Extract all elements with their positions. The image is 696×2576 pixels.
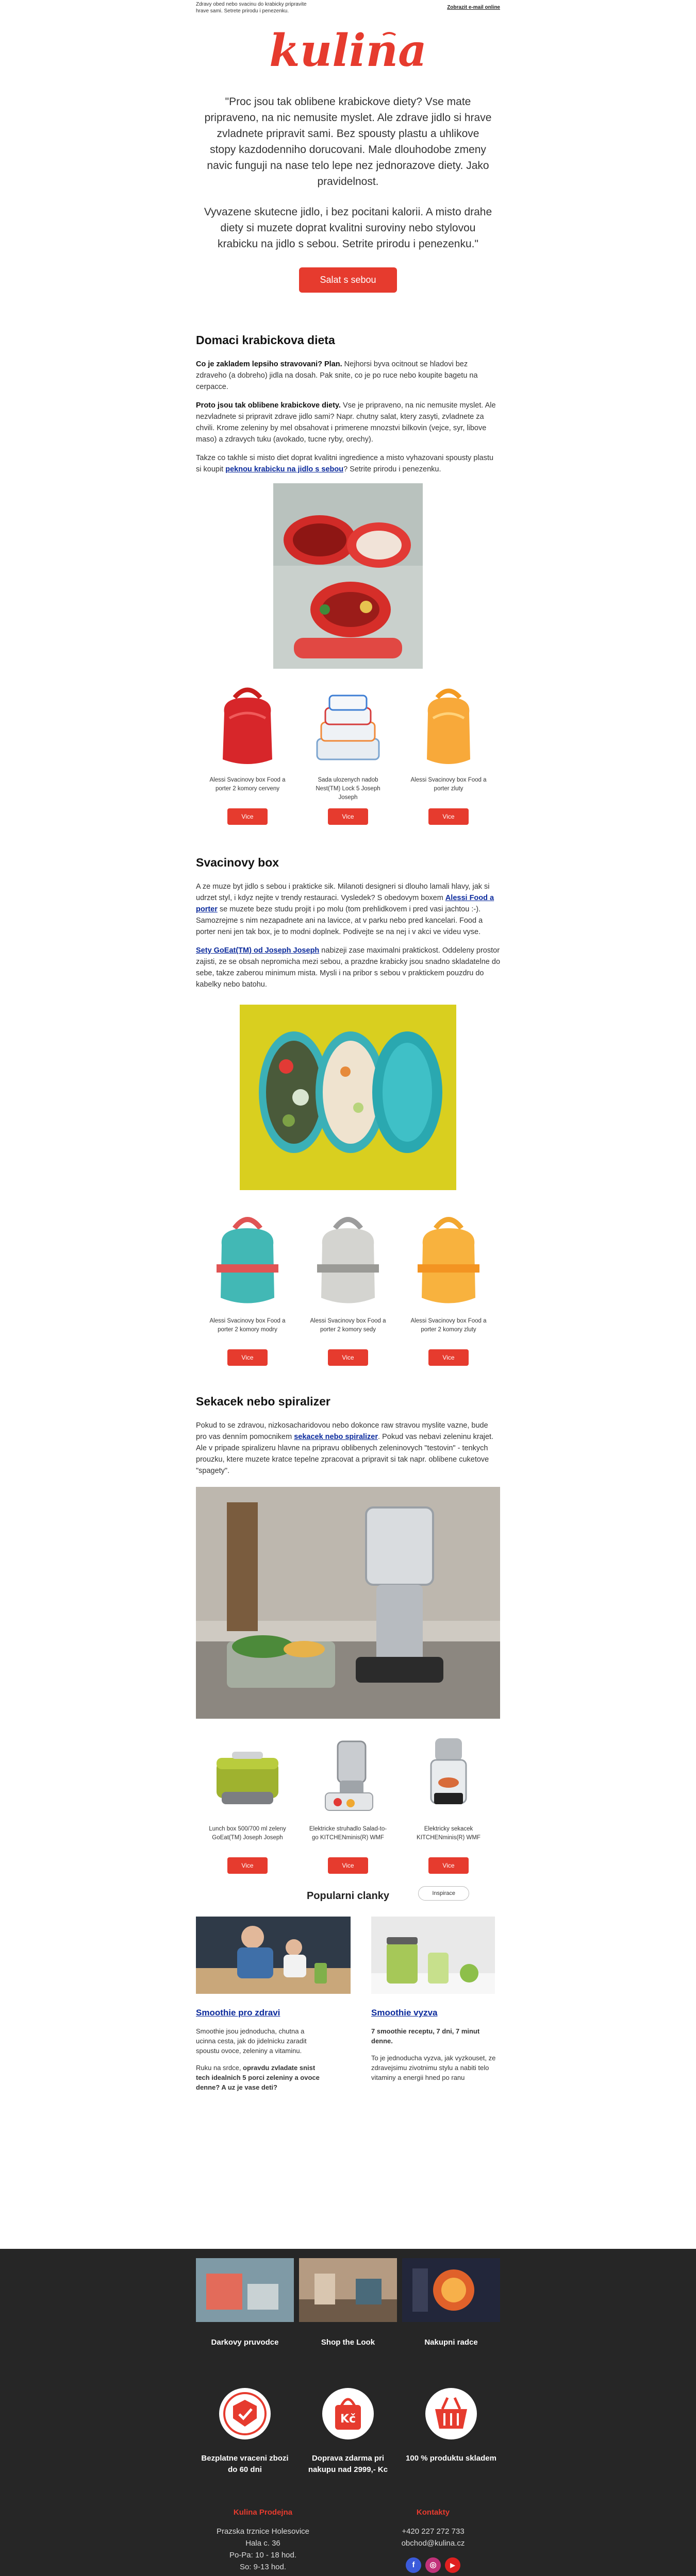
grater-kitchen-photo[interactable] [196, 1487, 500, 1719]
shopping-bag-icon [320, 2385, 376, 2442]
shop-hours: Po-Pa: 10 - 18 hod. [229, 2551, 297, 2560]
product-name: Lunch box 500/700 ml zeleny GoEat(TM) Joseph Joseph [209, 1826, 286, 1841]
product-card[interactable] [206, 682, 289, 825]
product-image[interactable] [407, 682, 490, 770]
yellow-box-icon [407, 682, 490, 770]
product-name: Alessi Svacinovy box Food a porter 2 komory modry [209, 1318, 286, 1333]
diet-p3-a: Takze co takhle si misto diet doprat kvalitni ingredience a misto vyhazovani spousty plastu si koupit [196, 454, 494, 473]
product-more-button[interactable]: Vice [428, 1349, 469, 1366]
electric-chopper-icon [407, 1731, 490, 1819]
product-card[interactable] [407, 1731, 490, 1874]
article-p2-a: Ruku na srdce, [196, 2064, 243, 2072]
footer-card-buying-guide[interactable] [402, 2249, 500, 2347]
benefit-label: Doprava zdarma pri nakupu nad 2999,- Kc [308, 2454, 388, 2474]
benefit-in-stock [402, 2347, 500, 2476]
phone-link[interactable]: +420 227 272 733 [402, 2527, 465, 2536]
product-name: Alessi Svacinovy box Food a porter zluty [410, 777, 487, 792]
gift-guide-label[interactable]: Darkovy pruvodce [211, 2338, 279, 2347]
intro-quote [196, 79, 500, 252]
return-badge-icon [217, 2385, 273, 2442]
inspiration-button[interactable]: Inspirace [418, 1886, 469, 1901]
facebook-icon[interactable]: f [406, 2557, 421, 2573]
shop-the-look-label[interactable]: Shop the Look [321, 2338, 375, 2347]
spiral-p1-b: . Pokud vas nebavi zeleninu krajet. Ale v pripade spiralizeru hlavne na pripravu oblibenych zeleninovych "testovin" - tenkych prouzku, ktere muzete kratce tepelne zpracovat a pripravit si tak napr. oblibene cuketove "spagety". [196, 1433, 494, 1475]
product-more-button[interactable]: Vice [227, 1857, 268, 1874]
blue-box-icon [206, 1208, 289, 1311]
shop-hours: So: 9-13 hod. [239, 2563, 287, 2571]
footer-cards [196, 2249, 500, 2347]
footer-contact [196, 2476, 500, 2573]
article-paragraph: To je jednoducha vyzva, jak vyzkouset, ze zdravejsimu zivotnimu stylu a nabiti telo vitaminy a energii hned po ranu [371, 2054, 496, 2081]
products-row-3 [196, 1731, 500, 1874]
product-name: Alessi Svacinovy box Food a porter 2 komory zluty [410, 1318, 487, 1333]
shop-info [196, 2506, 330, 2573]
product-more-button[interactable]: Vice [428, 1857, 469, 1874]
alessi-food-porter-link[interactable]: Alessi Food a porter [196, 894, 494, 913]
red-box-icon [206, 682, 289, 770]
product-more-button[interactable]: Vice [227, 808, 268, 825]
product-name: Sada ulozenych nadob Nest(TM) Lock 5 Joseph Joseph [316, 777, 380, 801]
product-image[interactable] [206, 1731, 289, 1819]
lunch-box-icon [206, 1731, 289, 1819]
contacts-heading: Kontakty [416, 2508, 450, 2517]
youtube-icon[interactable]: ▶ [445, 2557, 460, 2573]
grey-box-icon [307, 1208, 389, 1311]
product-more-button[interactable]: Vice [227, 1349, 268, 1366]
product-card[interactable] [407, 682, 490, 825]
basket-icon [423, 2385, 479, 2442]
section-snack-box-text [196, 881, 500, 990]
product-image[interactable] [307, 1208, 389, 1311]
popular-title: Popularni clanky [306, 1890, 390, 1902]
buying-guide-label[interactable]: Nakupni radce [424, 2338, 478, 2347]
spiralizer-link[interactable]: sekacek nebo spiralizer [294, 1433, 378, 1441]
diet-p3-b: ? Setrite prirodu i penezenku. [343, 465, 441, 473]
shop-the-look-image[interactable] [299, 2258, 397, 2322]
diet-p1-rest: Nejhorsi byva ocitnout se hladovi bez zdraveho (a dobreho) jidla na dosah. Pak snite, co je po ruce nebo koupite bagetu na cerpacce. [196, 360, 478, 391]
section-title-snack-box: Svacinovy box [196, 856, 279, 869]
product-name: Alessi Svacinovy box Food a porter 2 komory cerveny [209, 777, 286, 792]
product-image[interactable] [206, 1208, 289, 1311]
snack-p1-b: se muzete beze studu projit i po molu (tom prehlidkovem i pred vasi jachtou :-). Samozrejme s nim nezapadnete ani na lavicce, at v parku nebo pred kancelari. Food a porter neni jen tak box, je to modni doplnek. Podivejte se na nej i v akci ve videu vyse. [196, 905, 483, 936]
spiral-p1-a: Pokud to se zdravou, nizkosacharidovou nebo dokonce raw stravou myslite vazne, bude pro vas denním pomocnikem [196, 1421, 488, 1441]
product-image[interactable] [206, 682, 289, 770]
product-card[interactable] [206, 1208, 289, 1366]
preheader [196, 0, 500, 18]
benefit-label: Bezplatne vraceni zbozi do 60 dni [201, 2454, 289, 2474]
product-card[interactable] [407, 1208, 490, 1366]
brand-logo[interactable] [0, 18, 696, 79]
product-more-button[interactable]: Vice [328, 1857, 368, 1874]
article-text [196, 2026, 325, 2092]
article-image[interactable] [371, 1917, 495, 1994]
product-card[interactable] [307, 682, 389, 825]
article-title[interactable]: Smoothie pro zdravi [196, 2008, 280, 2018]
shop-heading: Kulina Prodejna [233, 2508, 293, 2517]
cta-section [196, 266, 500, 318]
electric-grater-icon [307, 1731, 389, 1819]
product-image[interactable] [407, 1731, 490, 1819]
diet-p2-bold: Proto jsou tak oblibene krabickove diety. [196, 401, 341, 410]
products-row-1 [196, 682, 500, 825]
products-row-2 [196, 1208, 500, 1366]
article-title[interactable]: Smoothie vyzva [371, 2008, 438, 2018]
yellow-box-icon [407, 1208, 490, 1311]
container-set-icon [307, 682, 389, 770]
diet-p2-rest: Vse je pripraveno, na nic nemusite myslet. Ale nezvladnete si pripravit zdrave jidlo sami? Napr. chutny salat, ktery zasyti, zvladnete za chvili. Krome zeleniny by mel obsahovat i primerene mnozstvi bilkovin (vejce, syr, libove maso) a zdravych tuku (avokado, tucne ryby, orechy). [196, 401, 496, 444]
section-title-spiralizer: Sekacek nebo spiralizer [196, 1395, 330, 1408]
product-more-button[interactable]: Vice [428, 808, 469, 825]
popular-articles-header [196, 1874, 500, 1902]
footer [0, 2249, 696, 2576]
section-spiralizer-text [196, 1420, 500, 1477]
product-more-button[interactable]: Vice [328, 808, 368, 825]
instagram-icon[interactable]: ◎ [425, 2557, 441, 2573]
product-card[interactable] [307, 1731, 389, 1874]
shop-line: Hala c. 36 [245, 2539, 280, 2548]
svg-text:Kč: Kč [340, 2413, 356, 2426]
benefit-returns [196, 2347, 294, 2476]
buying-guide-image[interactable] [402, 2258, 500, 2322]
section-diet-text [196, 359, 500, 475]
product-image[interactable] [307, 682, 389, 770]
product-image[interactable] [407, 1208, 490, 1311]
contacts-info [366, 2506, 500, 2573]
article-p2-bold: opravdu zvladate snist tech idealnich 5 porci zeleniny a ovoce denne? A uz je vase deti? [196, 2064, 320, 2091]
diet-p1-bold: Co je zakladem lepsiho stravovani? Plan. [196, 360, 342, 368]
product-more-button[interactable]: Vice [328, 1349, 368, 1366]
quote-paragraph-2: Vyvazene skutecne jidlo, i bez pocitani kalorii. A misto drahe diety si muzete doprat kvalitni suroviny nebo stylovou krabicku na jidlo s sebou. Setrite prirodu i penezenku." [204, 206, 492, 250]
kulina-logo-icon [260, 25, 436, 78]
red-lunchbox-photo[interactable] [273, 483, 423, 669]
article-image[interactable] [196, 1917, 351, 1994]
benefit-free-shipping [299, 2347, 397, 2476]
product-image[interactable] [307, 1731, 389, 1819]
articles-row [196, 1902, 500, 2099]
footer-card-gift-guide[interactable] [196, 2249, 294, 2347]
goeat-boxes-photo[interactable] [240, 1005, 456, 1190]
footer-benefits [196, 2347, 500, 2476]
footer-card-shop-the-look[interactable] [299, 2249, 397, 2347]
product-name: Elektricky sekacek KITCHENminis(R) WMF [417, 1826, 480, 1841]
benefit-label: 100 % produktu skladem [406, 2454, 496, 2463]
email-link[interactable]: obchod@kulina.cz [401, 2539, 465, 2548]
snack-p1-a: A ze muze byt jidlo s sebou i prakticke sik. Milanoti designeri si dlouho lamali hlavy, jak si udrzet styl, i kdyz nejite v trendy restauraci. Vysledek? S obedovym boxem [196, 883, 490, 902]
article-card[interactable] [196, 1917, 325, 2099]
logo-text: kulina [269, 25, 427, 77]
product-name: Elektricke struhadlo Salad-to-go KITCHENminis(R) WMF [309, 1826, 387, 1841]
product-card[interactable] [206, 1731, 289, 1874]
product-card[interactable] [307, 1208, 389, 1366]
goeat-set-link[interactable]: Sety GoEat(TM) od Joseph Joseph [196, 946, 320, 955]
product-name: Alessi Svacinovy box Food a porter 2 komory sedy [310, 1318, 386, 1333]
article-text [371, 2026, 500, 2082]
preheader-text: Zdravy obed nebo svacinu do krabicky pripravite hrave sami. Setrete prirodu i penezenku. [196, 2, 307, 14]
gift-guide-image[interactable] [196, 2258, 294, 2322]
quote-paragraph-1: "Proc jsou tak oblibene krabickove diety? Vse mate pripraveno, na nic nemusite myslet. Ale zdrave jidlo si hrave zvladnete pripravit sami. Bez spousty plastu a uhlikove stopy kazdodenniho dorucovani. Male dlouhodobe zmeny navic funguji na nase telo lepe nez jednorazove diety. Jako pravidelnost. [204, 96, 492, 188]
section-title-diet: Domaci krabickova dieta [196, 333, 335, 347]
article-p1-bold: 7 smoothie receptu, 7 dni, 7 minut denne. [371, 2027, 480, 2045]
salad-to-go-button[interactable]: Salat s sebou [299, 267, 396, 293]
shop-line: Prazska trznice Holesovice [216, 2527, 310, 2536]
social-icons [366, 2557, 500, 2573]
article-paragraph: Smoothie jsou jednoducha, chutna a ucinna cesta, jak do jidelnicku zaradit spoustu ovoce, zeleniny a vitaminu. [196, 2027, 307, 2055]
lunchbox-link[interactable]: peknou krabicku na jidlo s sebou [225, 465, 344, 473]
article-card[interactable] [371, 1917, 500, 2099]
snack-p2-rest: nabizeji zase maximalni praktickost. Oddeleny prostor zajisti, ze se obsah nepromicha mezi sebou, a prazdne krabicky jsou snadno skladatelne do sebe, takze zaberou minimum mista. Mysli i na pribor s sebou v praktickem pouzdru do kabelky nebo batohu. [196, 946, 501, 989]
view-online-link[interactable]: Zobrazit e-mail online [447, 5, 500, 10]
